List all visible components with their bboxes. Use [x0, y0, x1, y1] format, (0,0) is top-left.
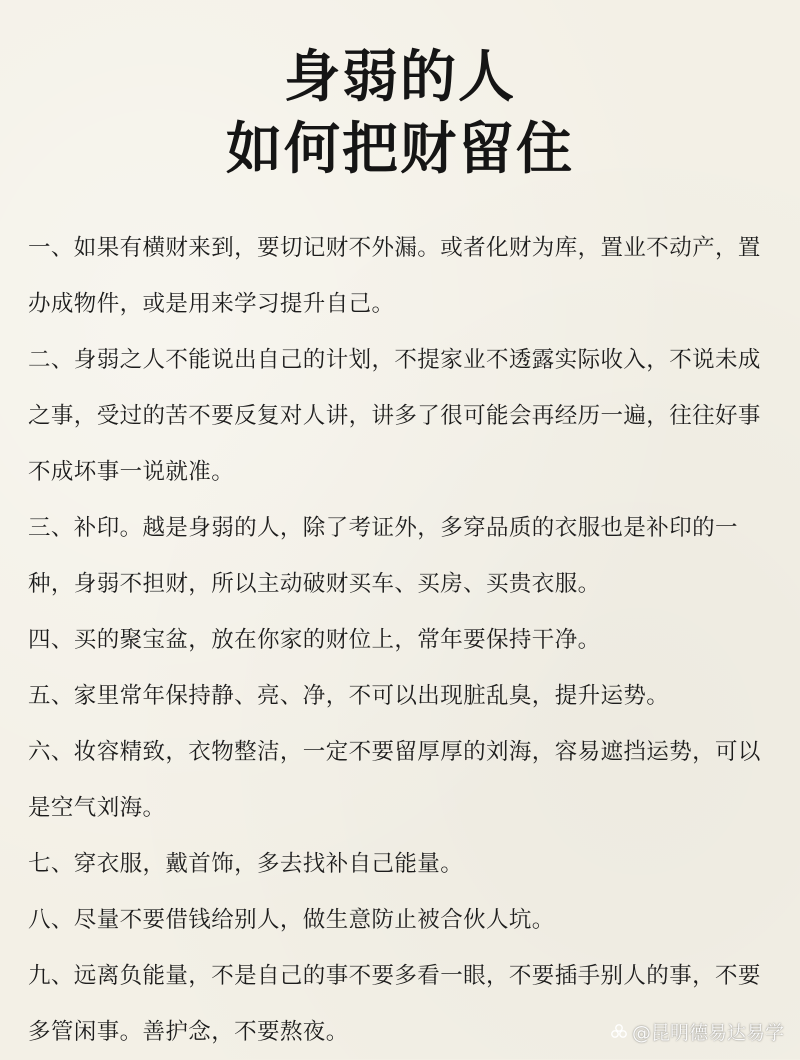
title-line-2: 如何把财留住 — [226, 117, 574, 182]
title-line-1: 身弱的人 — [284, 45, 516, 110]
paragraph-9: 九、远离负能量，不是自己的事不要多看一眼，不要插手别人的事，不要多管闲事。善护念，不要熬夜。 — [28, 963, 761, 1045]
paragraph-3: 三、补印。越是身弱的人，除了考证外，多穿品质的衣服也是补印的一种，身弱不担财，所以主动破财买车、买房、买贵衣服。 — [28, 515, 738, 597]
page-title — [0, 42, 800, 186]
article-body — [28, 220, 780, 1060]
watermark — [610, 1018, 784, 1045]
paragraph-1: 一、如果有横财来到，要切记财不外漏。或者化财为库，置业不动产，置办成物件，或是用来学习提升自己。 — [28, 235, 761, 317]
paragraph-6: 六、妆容精致，衣物整洁，一定不要留厚厚的刘海，容易遮挡运势，可以是空气刘海。 — [28, 739, 761, 821]
paragraph-8: 八、尽量不要借钱给别人，做生意防止被合伙人坑。 — [28, 907, 555, 933]
paragraph-2: 二、身弱之人不能说出自己的计划，不提家业不透露实际收入，不说未成之事，受过的苦不要反复对人讲，讲多了很可能会再经历一遍，往往好事不成坏事一说就准。 — [28, 347, 761, 485]
paragraph-5: 五、家里常年保持静、亮、净，不可以出现脏乱臭，提升运势。 — [28, 683, 670, 709]
flower-logo-icon — [610, 1023, 628, 1041]
watermark-text: @昆明德易达易学 — [631, 1022, 784, 1044]
paragraph-4: 四、买的聚宝盆，放在你家的财位上，常年要保持干净。 — [28, 627, 601, 653]
paragraph-7: 七、穿衣服，戴首饰，多去找补自己能量。 — [28, 851, 464, 877]
